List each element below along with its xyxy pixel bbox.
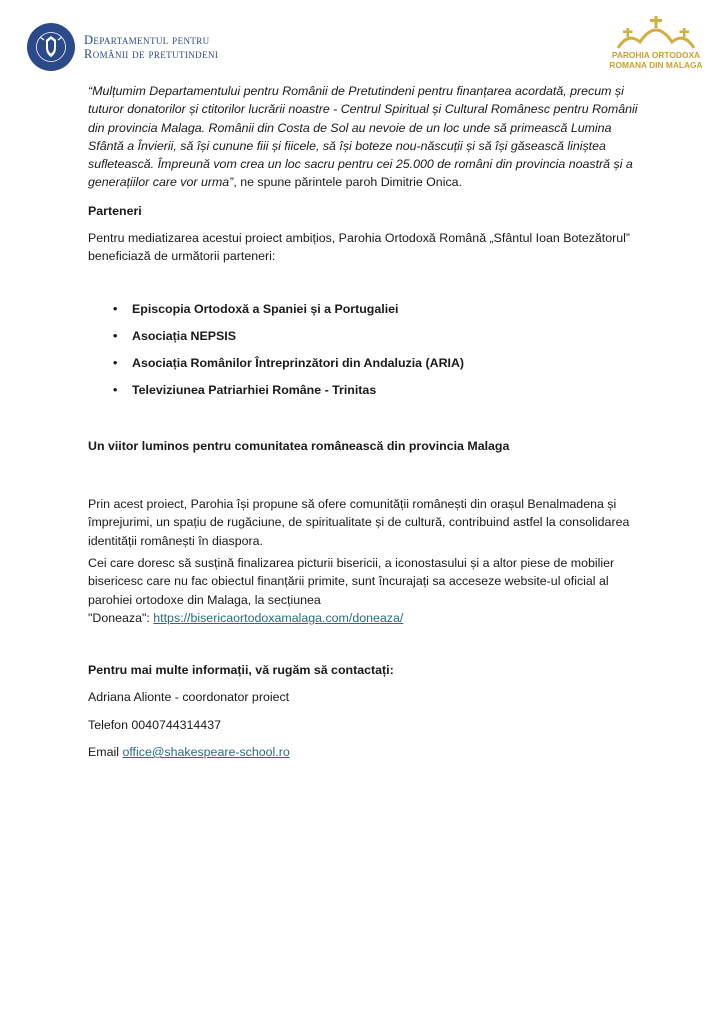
partner-name: Televiziunea Patriarhiei Române - Trinitas	[132, 383, 377, 397]
bullet-icon: •	[113, 356, 118, 370]
donate-label: "Doneaza":	[88, 610, 154, 625]
bullet-icon: •	[113, 302, 118, 316]
quote-paragraph	[88, 82, 648, 192]
parish-logo-line2: ROMANA DIN MALAGA	[609, 60, 703, 70]
future-paragraph-1: Prin acest proiect, Parohia își propune să ofere comunității românești din orașul Benalmadena și împrejurimi, un spațiu de rugăciune, de spiritualitate și de cultură, contribuind astfel la consolidarea identității românești în diaspora.	[88, 497, 630, 548]
bullet-icon: •	[113, 329, 118, 343]
partner-item	[113, 300, 613, 327]
partner-name: Asociația Românilor Întreprinzători din Andaluzia (ARIA)	[132, 356, 465, 370]
future-paragraph-2-text: Cei care doresc să susțină finalizarea picturii bisericii, a iconostasului și a altor piese de mobilier bisericesc care nu fac obiectul finanțării primite, sunt încurajați sa acceseze website-ul oficial al parohiei ortodoxe din Malaga, la secțiunea	[88, 556, 615, 607]
bullet-icon: •	[113, 383, 118, 397]
contact-email-line	[88, 743, 648, 761]
partner-item	[113, 354, 613, 381]
quote-attribution: , ne spune părintele paroh Dimitrie Onica.	[233, 175, 462, 190]
parish-logo	[604, 12, 708, 74]
church-domes-icon	[604, 12, 708, 50]
dprp-name	[84, 33, 218, 61]
government-seal-icon	[26, 22, 76, 72]
future-heading: Un viitor luminos pentru comunitatea românească din provincia Malaga	[88, 439, 510, 453]
dprp-logo	[26, 22, 218, 72]
email-link[interactable]: office@shakespeare-school.ro	[122, 745, 290, 759]
contact-heading: Pentru mai multe informații, vă rugăm să contactați:	[88, 663, 394, 677]
partners-heading: Parteneri	[88, 204, 142, 218]
partner-name: Episcopia Ortodoxă a Spaniei și a Portugaliei	[132, 302, 399, 316]
dprp-name-line2: Românii de pretutindeni	[84, 47, 219, 61]
future-paragraph-2	[88, 554, 648, 627]
donate-link[interactable]: https://bisericaortodoxamalaga.com/doneaza/	[153, 610, 404, 625]
partners-intro: Pentru mediatizarea acestui proiect ambițios, Parohia Ortodoxă Română „Sfântul Ioan Botezătorul” beneficiază de următorii parteneri:	[88, 231, 631, 264]
parish-logo-line1: PAROHIA ORTODOXA	[611, 50, 701, 60]
partner-name: Asociația NEPSIS	[132, 329, 236, 343]
partner-item	[113, 381, 613, 408]
partner-item	[113, 327, 613, 354]
dprp-name-line1: Departamentul pentru	[84, 33, 210, 47]
email-label: Email	[88, 745, 123, 759]
contact-person: Adriana Alionte - coordonator proiect	[88, 690, 290, 704]
quote-italic: “Mulțumim Departamentului pentru Românii de Pretutindeni pentru finanțarea acordată, precum și tuturor donatorilor și ctitorilor lucrării noastre - Centrul Spiritual și Cultural Românesc pentru Românii din provincia Malaga. Românii din Costa de Sol au nevoie de un loc unde să primească Lumina Sfântă a Învierii, să își cunune fiii și fiicele, să își boteze nou-născuții și să își găsească liniștea sufletească. Împreună vom crea un loc sacru pentru cei 25.000 de români din provincia noastră și a generațiilor care vor urma”	[88, 84, 638, 190]
parish-logo-text	[604, 50, 708, 70]
contact-phone: Telefon 0040744314437	[88, 718, 221, 732]
partners-list	[113, 300, 613, 408]
